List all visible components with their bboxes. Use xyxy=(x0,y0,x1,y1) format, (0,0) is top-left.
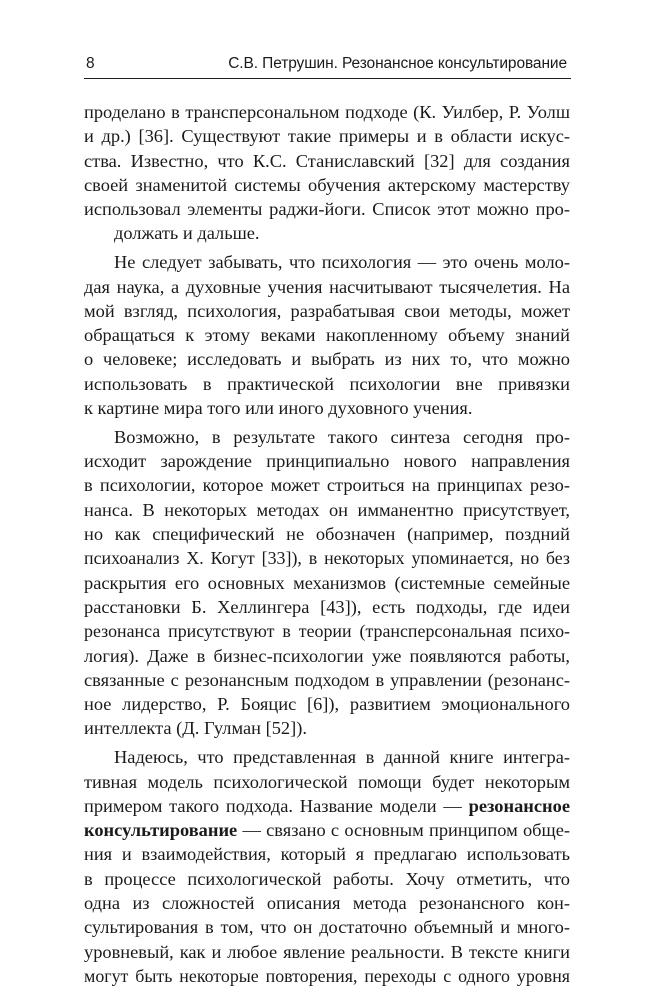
page-number: 8 xyxy=(86,55,95,72)
text-line: логия). Даже в бизнес-психологии уже появляются работы, xyxy=(84,645,570,666)
text-run: — связано с основным принципом обще- xyxy=(237,820,570,841)
text-line: раскрытия его основных механизмов (системные семейные xyxy=(84,572,570,593)
text-line: должать и дальше. xyxy=(114,223,260,244)
key-term: консультирование xyxy=(84,820,238,841)
paragraph-4 xyxy=(84,745,570,988)
text-line: проделано в трансперсональном подходе (К. Уилбер, Р. Уолш xyxy=(84,102,570,122)
text-line xyxy=(84,818,570,842)
text-line: уровневый, как и любое явление реальности. В тексте книги xyxy=(84,941,570,962)
text-line: нанса. В некоторых методах он имманентно присутствует, xyxy=(84,499,570,520)
text-line: одна из сложностей описания метода резонансного кон- xyxy=(84,893,570,913)
text-line xyxy=(84,794,570,818)
text-line: расстановки Б. Хеллингера [43]), есть подходы, где идеи xyxy=(84,596,570,617)
text-line: связанные с резонансным подходом в управлении (резонанс- xyxy=(84,669,570,690)
body-text xyxy=(84,100,570,988)
text-line: психоанализ Х. Когут [33]), в некоторых упоминается, но без xyxy=(84,548,570,569)
text-line: мой взгляд, психология, разрабатывая свои методы, может xyxy=(84,300,570,321)
paragraph-3 xyxy=(84,425,570,741)
text-line: но как специфический не обозначен (например, поздний xyxy=(84,524,570,545)
text-line: в психологии, которое может строиться на принципах резо- xyxy=(84,475,570,496)
text-line: ния и взаимодействия, который я предлагаю использовать xyxy=(84,844,570,865)
text-line: к картине мира того или иного духовного учения. xyxy=(84,398,473,419)
text-line: Надеюсь, что представленная в данной книге интегра- xyxy=(114,747,570,768)
text-line: в процессе психологической работы. Хочу отметить, что xyxy=(84,868,570,889)
paragraph-1 xyxy=(84,100,570,246)
text-line: могут быть некоторые повторения, переходы с одного уровня xyxy=(84,965,570,986)
text-line: ное лидерство, Р. Бояцис [6]), развитием эмоционального xyxy=(84,694,570,715)
text-line: интеллекта (Д. Гулман [52]). xyxy=(84,718,307,739)
text-line: резонанса присутствуют в теории (трансперсональная психо- xyxy=(84,621,570,642)
text-line: о человеке; исследовать и выбрать из них то, что можно xyxy=(84,349,570,370)
text-line: использовать в практической психологии вне привязки xyxy=(84,373,570,394)
text-line: дая наука, а духовные учения насчитывают тысячелетия. На xyxy=(84,276,570,297)
text-line: использовал элементы раджи-йоги. Список этот можно про- xyxy=(84,199,570,220)
text-line: своей знаменитой системы обучения актерскому мастерству xyxy=(84,174,570,195)
text-line: обращаться к этому веками накопленному объему знаний xyxy=(84,325,570,346)
key-term: резонансное xyxy=(468,795,570,816)
text-line: ства. Известно, что К.С. Станиславский [32] для создания xyxy=(84,150,570,171)
text-run: примером такого подхода. Название модели — xyxy=(84,795,469,816)
paragraph-2 xyxy=(84,250,570,420)
text-line: Возможно, в результате такого синтеза сегодня про- xyxy=(114,426,570,447)
running-head-title: С.В. Петрушин. Резонансное консультирование xyxy=(228,55,567,72)
text-line: тивная модель психологической помощи будет некоторым xyxy=(84,771,570,792)
text-line: сультирования в том, что он достаточно объемный и много- xyxy=(84,917,570,938)
text-line: и др.) [36]. Существуют такие примеры и в области искус- xyxy=(84,126,570,147)
text-line: исходит зарождение принципиально нового направления xyxy=(84,451,570,472)
running-header xyxy=(84,50,571,79)
text-line: Не следует забывать, что психология — это очень моло- xyxy=(114,252,570,273)
